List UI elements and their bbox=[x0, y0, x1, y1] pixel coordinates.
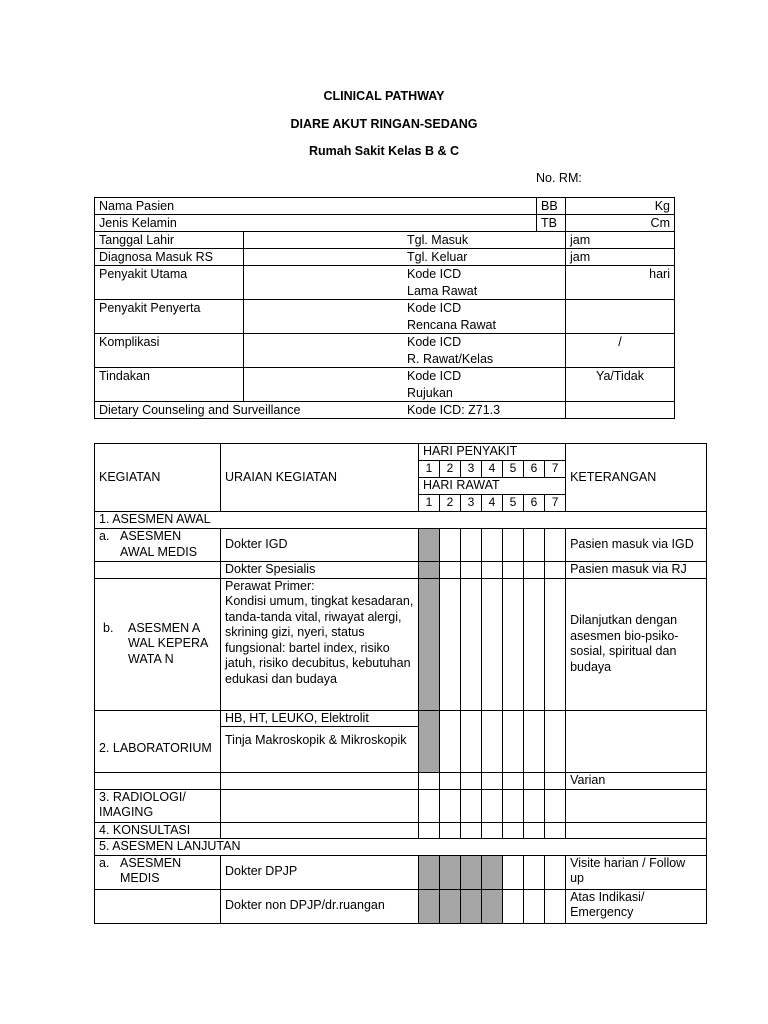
label-kode-icd-tindakan: Kode ICD bbox=[407, 369, 462, 383]
row-dokter-igd bbox=[95, 529, 707, 562]
kegiatan-label: ASESMEN AWAL MEDIS bbox=[120, 529, 198, 559]
day-cell: 5 bbox=[503, 495, 524, 512]
row-dokter-spesialis bbox=[95, 562, 707, 579]
field-rencana-rawat[interactable] bbox=[565, 300, 674, 333]
label-dietary-counseling: Dietary Counseling and Surveillance bbox=[99, 403, 301, 417]
field-penyakit-utama[interactable] bbox=[243, 266, 402, 299]
day-check-7[interactable] bbox=[545, 578, 566, 710]
day-check-1[interactable] bbox=[419, 889, 440, 923]
keterangan-non-dpjp: Atas Indikasi/ Emergency bbox=[566, 889, 707, 923]
label-jenis-kelamin: Jenis Kelamin bbox=[99, 216, 177, 230]
label-kode-icd-komplikasi: Kode ICD bbox=[407, 335, 462, 349]
day-check-5[interactable] bbox=[503, 889, 524, 923]
day-check-4[interactable] bbox=[482, 855, 503, 889]
day-check-5[interactable] bbox=[503, 710, 524, 773]
day-check-7[interactable] bbox=[545, 710, 566, 773]
day-check-4[interactable] bbox=[482, 789, 503, 822]
row-komplikasi bbox=[94, 333, 675, 367]
field-tindakan[interactable] bbox=[243, 368, 402, 401]
row-nama-pasien bbox=[94, 197, 675, 214]
col-kegiatan: KEGIATAN bbox=[95, 444, 221, 512]
label-rencana-rawat: Rencana Rawat bbox=[407, 318, 496, 332]
keterangan-empty bbox=[566, 822, 707, 839]
list-marker: a. bbox=[99, 855, 110, 870]
unit-cm: Cm bbox=[565, 215, 674, 231]
list-marker: a. bbox=[99, 529, 110, 543]
day-check-1[interactable] bbox=[419, 578, 440, 710]
section-asesmen-awal bbox=[95, 512, 707, 529]
option-ya-tidak: Ya/Tidak bbox=[565, 368, 674, 401]
hari-penyakit-header: HARI PENYAKIT bbox=[419, 444, 566, 461]
keterangan-varian: Varian bbox=[566, 773, 707, 790]
day-check-6[interactable] bbox=[524, 578, 545, 710]
day-check-6[interactable] bbox=[524, 562, 545, 579]
field-komplikasi[interactable] bbox=[243, 334, 402, 367]
day-check-6[interactable] bbox=[524, 773, 545, 790]
label-tindakan: Tindakan bbox=[99, 369, 150, 383]
label-tanggal-lahir: Tanggal Lahir bbox=[99, 233, 175, 247]
hospital-class: Rumah Sakit Kelas B & C bbox=[308, 144, 460, 158]
day-cell: 1 bbox=[419, 495, 440, 512]
day-check-4[interactable] bbox=[482, 773, 503, 790]
day-check-4[interactable] bbox=[482, 889, 503, 923]
day-check-6[interactable] bbox=[524, 529, 545, 562]
label-penyakit-utama: Penyakit Utama bbox=[99, 267, 188, 281]
section-asesmen-lanjutan bbox=[95, 839, 707, 856]
uraian-lab-tinja: Tinja Makroskopik & Mikroskopik bbox=[221, 727, 419, 773]
label-rawat-kelas: R. Rawat/Kelas bbox=[407, 352, 494, 366]
day-cell: 2 bbox=[440, 495, 461, 512]
day-check-4[interactable] bbox=[482, 822, 503, 839]
uraian-dokter-non-dpjp: Dokter non DPJP/dr.ruangan bbox=[221, 889, 419, 923]
day-check-2[interactable] bbox=[440, 578, 461, 710]
day-check-1[interactable] bbox=[419, 822, 440, 839]
day-check-6[interactable] bbox=[524, 889, 545, 923]
day-check-2[interactable] bbox=[440, 789, 461, 822]
unit-hari: hari bbox=[565, 266, 674, 299]
day-check-5[interactable] bbox=[503, 773, 524, 790]
day-check-7[interactable] bbox=[545, 562, 566, 579]
kegiatan-label: ASESMEN MEDIS bbox=[120, 855, 182, 885]
uraian-dokter-igd: Dokter IGD bbox=[221, 529, 419, 562]
day-check-2[interactable] bbox=[440, 773, 461, 790]
keterangan-igd: Pasien masuk via IGD bbox=[566, 529, 707, 562]
day-cell: 4 bbox=[482, 461, 503, 478]
label-jam-keluar: jam bbox=[565, 249, 674, 265]
label-tb: TB bbox=[536, 215, 565, 231]
day-check-1[interactable] bbox=[419, 855, 440, 889]
day-check-1[interactable] bbox=[419, 773, 440, 790]
day-check-5[interactable] bbox=[503, 822, 524, 839]
document-subtitle: DIARE AKUT RINGAN-SEDANG bbox=[290, 117, 478, 131]
kegiatan-empty bbox=[95, 889, 221, 923]
section-laboratorium: 2. LABORATORIUM bbox=[95, 710, 221, 773]
day-check-7[interactable] bbox=[545, 789, 566, 822]
label-tgl-keluar: Tgl. Keluar bbox=[407, 250, 468, 264]
day-check-5[interactable] bbox=[503, 529, 524, 562]
day-check-6[interactable] bbox=[524, 710, 545, 773]
uraian-perawat bbox=[221, 578, 419, 710]
label-jam-masuk: jam bbox=[565, 232, 674, 248]
field-diagnosa-masuk[interactable] bbox=[243, 249, 402, 265]
pathway-table bbox=[94, 443, 707, 924]
label-diagnosa-masuk: Diagnosa Masuk RS bbox=[99, 250, 213, 264]
keterangan-dpjp: Visite harian / Follow up bbox=[566, 855, 707, 889]
row-diagnosa-masuk bbox=[94, 248, 675, 265]
perawat-primer-detail: Kondisi umum, tingkat kesadaran, tanda-tanda vital, riwayat alergi, skrining gizi, nyeri, status fungsional: bartel index, risiko jatuh, risiko decubitus, kebutuhan edukasi dan budaya bbox=[225, 594, 414, 686]
uraian-empty bbox=[221, 822, 419, 839]
uraian-lab-darah: HB, HT, LEUKO, Elektrolit bbox=[221, 710, 419, 727]
day-check-5[interactable] bbox=[503, 578, 524, 710]
row-penyakit-utama bbox=[94, 265, 675, 299]
row-konsultasi bbox=[95, 822, 707, 839]
section-label: 5. ASESMEN LANJUTAN bbox=[95, 839, 707, 856]
day-check-7[interactable] bbox=[545, 773, 566, 790]
hari-rawat-header: HARI RAWAT bbox=[419, 478, 566, 495]
day-check-4[interactable] bbox=[482, 578, 503, 710]
day-check-3[interactable] bbox=[461, 822, 482, 839]
day-check-3[interactable] bbox=[461, 889, 482, 923]
uraian-dokter-dpjp: Dokter DPJP bbox=[221, 855, 419, 889]
section-label: 1. ASESMEN AWAL bbox=[95, 512, 707, 529]
kegiatan-label: ASESMEN AWAL KEPERAWATA N bbox=[128, 620, 209, 666]
label-kode-icd-penyerta: Kode ICD bbox=[407, 301, 462, 315]
section-konsultasi: 4. KONSULTASI bbox=[95, 822, 221, 839]
day-check-1[interactable] bbox=[419, 710, 440, 773]
kegiatan-asesmen-awal-keperawatan bbox=[95, 578, 221, 710]
row-jenis-kelamin bbox=[94, 214, 675, 231]
day-check-7[interactable] bbox=[545, 855, 566, 889]
day-cell: 3 bbox=[461, 461, 482, 478]
label-bb: BB bbox=[536, 198, 565, 214]
document-title: CLINICAL PATHWAY bbox=[323, 89, 445, 103]
day-check-2[interactable] bbox=[440, 822, 461, 839]
label-kode-icd-dietary: Kode ICD: Z71.3 bbox=[407, 403, 501, 417]
kegiatan-empty bbox=[95, 773, 221, 790]
label-rujukan: Rujukan bbox=[407, 386, 453, 400]
row-lab-darah bbox=[95, 710, 707, 727]
day-check-3[interactable] bbox=[461, 578, 482, 710]
col-uraian: URAIAN KEGIATAN bbox=[221, 444, 419, 512]
keterangan-rj: Pasien masuk via RJ bbox=[566, 562, 707, 579]
row-dokter-dpjp bbox=[95, 855, 707, 889]
day-cell: 7 bbox=[545, 461, 566, 478]
day-check-2[interactable] bbox=[440, 529, 461, 562]
day-check-6[interactable] bbox=[524, 822, 545, 839]
day-check-4[interactable] bbox=[482, 529, 503, 562]
uraian-dokter-spesialis: Dokter Spesialis bbox=[221, 562, 419, 579]
section-radiologi: 3. RADIOLOGI/ IMAGING bbox=[95, 789, 221, 822]
field-tanggal-lahir[interactable] bbox=[243, 232, 402, 248]
day-check-5[interactable] bbox=[503, 562, 524, 579]
day-check-1[interactable] bbox=[419, 562, 440, 579]
row-radiologi bbox=[95, 789, 707, 822]
day-check-5[interactable] bbox=[503, 855, 524, 889]
day-check-1[interactable] bbox=[419, 789, 440, 822]
perawat-primer-title: Perawat Primer: bbox=[225, 578, 315, 593]
day-check-6[interactable] bbox=[524, 789, 545, 822]
day-check-1[interactable] bbox=[419, 529, 440, 562]
keterangan-perawat: Dilanjutkan dengan asesmen bio-psiko-sosial, spiritual dan budaya bbox=[566, 578, 707, 710]
day-cell: 3 bbox=[461, 495, 482, 512]
rawat-kelas-separator: / bbox=[565, 334, 674, 367]
day-check-4[interactable] bbox=[482, 710, 503, 773]
label-penyakit-penyerta: Penyakit Penyerta bbox=[99, 301, 201, 315]
day-check-3[interactable] bbox=[461, 562, 482, 579]
day-cell: 1 bbox=[419, 461, 440, 478]
row-dietary bbox=[94, 401, 675, 419]
row-varian bbox=[95, 773, 707, 790]
label-kode-icd-utama: Kode ICD bbox=[407, 267, 462, 281]
row-penyakit-penyerta bbox=[94, 299, 675, 333]
field-penyakit-penyerta[interactable] bbox=[243, 300, 402, 333]
col-keterangan: KETERANGAN bbox=[566, 444, 707, 512]
day-cell: 5 bbox=[503, 461, 524, 478]
day-check-3[interactable] bbox=[461, 710, 482, 773]
label-nama-pasien: Nama Pasien bbox=[99, 199, 175, 213]
day-check-6[interactable] bbox=[524, 855, 545, 889]
medical-record-number-label: No. RM: bbox=[536, 171, 582, 185]
day-cell: 6 bbox=[524, 461, 545, 478]
day-check-4[interactable] bbox=[482, 562, 503, 579]
day-check-3[interactable] bbox=[461, 529, 482, 562]
kegiatan-asesmen-medis bbox=[95, 855, 221, 889]
day-cell: 4 bbox=[482, 495, 503, 512]
patient-info-form bbox=[94, 197, 675, 419]
uraian-empty bbox=[221, 789, 419, 822]
day-check-7[interactable] bbox=[545, 529, 566, 562]
keterangan-empty bbox=[566, 789, 707, 822]
day-check-2[interactable] bbox=[440, 562, 461, 579]
day-check-3[interactable] bbox=[461, 773, 482, 790]
row-perawat-primer bbox=[95, 578, 707, 710]
day-cell: 6 bbox=[524, 495, 545, 512]
field-dietary[interactable] bbox=[565, 402, 674, 418]
day-check-3[interactable] bbox=[461, 789, 482, 822]
row-tanggal-lahir bbox=[94, 231, 675, 248]
header-row-1 bbox=[95, 444, 707, 461]
unit-kg: Kg bbox=[565, 198, 674, 214]
kegiatan-asesmen-awal-medis bbox=[95, 529, 221, 562]
label-komplikasi: Komplikasi bbox=[99, 335, 160, 349]
keterangan-lab bbox=[566, 710, 707, 773]
day-cell: 7 bbox=[545, 495, 566, 512]
label-tgl-masuk: Tgl. Masuk bbox=[407, 233, 469, 247]
day-check-2[interactable] bbox=[440, 855, 461, 889]
label-lama-rawat: Lama Rawat bbox=[407, 284, 478, 298]
uraian-empty bbox=[221, 773, 419, 790]
kegiatan-empty bbox=[95, 562, 221, 579]
day-check-2[interactable] bbox=[440, 889, 461, 923]
day-cell: 2 bbox=[440, 461, 461, 478]
row-dokter-non-dpjp bbox=[95, 889, 707, 923]
list-marker: b. bbox=[103, 620, 114, 635]
day-check-5[interactable] bbox=[503, 789, 524, 822]
day-check-7[interactable] bbox=[545, 889, 566, 923]
row-tindakan bbox=[94, 367, 675, 401]
day-check-2[interactable] bbox=[440, 710, 461, 773]
day-check-7[interactable] bbox=[545, 822, 566, 839]
day-check-3[interactable] bbox=[461, 855, 482, 889]
